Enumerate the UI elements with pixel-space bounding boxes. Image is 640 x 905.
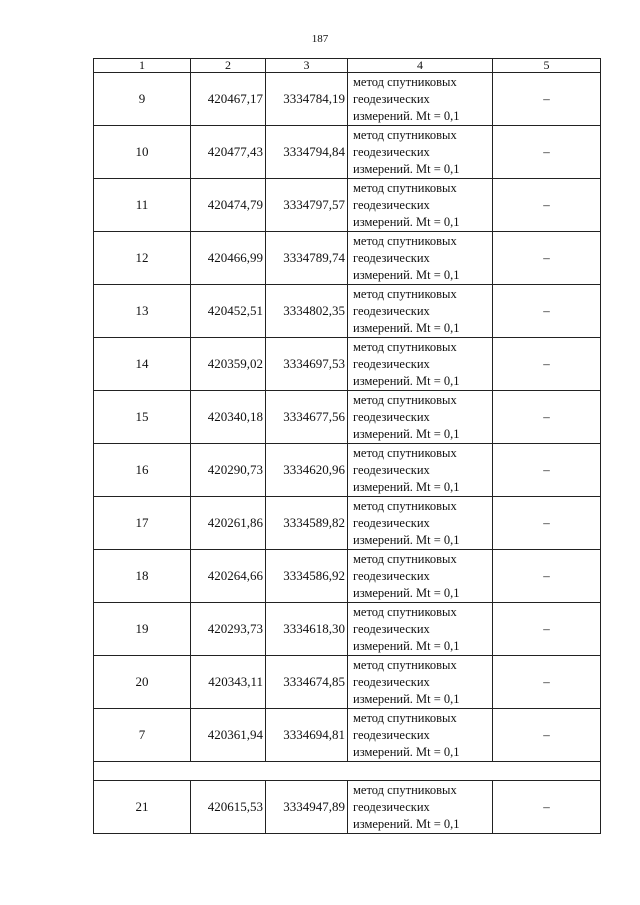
note-cell: – [493, 497, 601, 550]
note-cell: – [493, 444, 601, 497]
method-text-line: геодезических [353, 621, 430, 636]
column-header-1: 1 [94, 59, 191, 73]
method-text-line: метод спутниковых [353, 74, 457, 89]
method-text-line: метод спутниковых [353, 782, 457, 797]
method-cell [348, 709, 493, 762]
table-row [94, 391, 601, 444]
x-coordinate-cell: 420452,51 [191, 285, 266, 338]
point-cell: 20 [94, 656, 191, 709]
y-coordinate-cell: 3334784,19 [266, 73, 348, 126]
method-text-line: измерений. Mt = 0,1 [353, 638, 460, 653]
note-cell: – [493, 709, 601, 762]
point-cell: 11 [94, 179, 191, 232]
point-cell: 16 [94, 444, 191, 497]
method-cell [348, 179, 493, 232]
method-cell [348, 338, 493, 391]
note-cell: – [493, 603, 601, 656]
method-text-line: геодезических [353, 515, 430, 530]
x-coordinate-cell: 420264,66 [191, 550, 266, 603]
method-text-line: измерений. Mt = 0,1 [353, 691, 460, 706]
table-row [94, 709, 601, 762]
y-coordinate-cell: 3334947,89 [266, 781, 348, 834]
point-cell: 7 [94, 709, 191, 762]
method-text-line: измерений. Mt = 0,1 [353, 214, 460, 229]
x-coordinate-cell: 420615,53 [191, 781, 266, 834]
table-header-row [94, 59, 601, 73]
method-text-line: геодезических [353, 197, 430, 212]
method-text-line: измерений. Mt = 0,1 [353, 161, 460, 176]
y-coordinate-cell: 3334620,96 [266, 444, 348, 497]
x-coordinate-cell: 420343,11 [191, 656, 266, 709]
method-text-line: метод спутниковых [353, 180, 457, 195]
y-coordinate-cell: 3334586,92 [266, 550, 348, 603]
point-cell: 19 [94, 603, 191, 656]
y-coordinate-cell: 3334797,57 [266, 179, 348, 232]
method-text-line: измерений. Mt = 0,1 [353, 816, 460, 831]
y-coordinate-cell: 3334694,81 [266, 709, 348, 762]
method-cell [348, 603, 493, 656]
x-coordinate-cell: 420466,99 [191, 232, 266, 285]
method-cell [348, 285, 493, 338]
method-text-line: геодезических [353, 674, 430, 689]
method-cell [348, 550, 493, 603]
method-text-line: метод спутниковых [353, 710, 457, 725]
y-coordinate-cell: 3334697,53 [266, 338, 348, 391]
y-coordinate-cell: 3334589,82 [266, 497, 348, 550]
method-cell [348, 444, 493, 497]
method-cell [348, 73, 493, 126]
table-row [94, 232, 601, 285]
method-text-line: измерений. Mt = 0,1 [353, 267, 460, 282]
x-coordinate-cell: 420261,86 [191, 497, 266, 550]
method-text-line: измерений. Mt = 0,1 [353, 373, 460, 388]
table-break-cell [94, 762, 601, 781]
x-coordinate-cell: 420361,94 [191, 709, 266, 762]
method-text-line: метод спутниковых [353, 498, 457, 513]
table-row [94, 781, 601, 834]
table-row [94, 656, 601, 709]
method-text-line: геодезических [353, 250, 430, 265]
note-cell: – [493, 232, 601, 285]
method-text-line: метод спутниковых [353, 339, 457, 354]
table-body [94, 73, 601, 834]
point-cell: 17 [94, 497, 191, 550]
method-text-line: измерений. Mt = 0,1 [353, 532, 460, 547]
x-coordinate-cell: 420474,79 [191, 179, 266, 232]
table-break-row [94, 762, 601, 781]
method-text-line: метод спутниковых [353, 604, 457, 619]
method-text-line: измерений. Mt = 0,1 [353, 585, 460, 600]
point-cell: 12 [94, 232, 191, 285]
column-header-5: 5 [493, 59, 601, 73]
table-row [94, 126, 601, 179]
method-cell [348, 497, 493, 550]
table-row [94, 550, 601, 603]
table-row [94, 338, 601, 391]
x-coordinate-cell: 420340,18 [191, 391, 266, 444]
y-coordinate-cell: 3334794,84 [266, 126, 348, 179]
x-coordinate-cell: 420290,73 [191, 444, 266, 497]
column-header-3: 3 [266, 59, 348, 73]
y-coordinate-cell: 3334677,56 [266, 391, 348, 444]
coordinates-table [93, 58, 601, 834]
method-text-line: метод спутниковых [353, 392, 457, 407]
method-text-line: измерений. Mt = 0,1 [353, 479, 460, 494]
y-coordinate-cell: 3334618,30 [266, 603, 348, 656]
note-cell: – [493, 781, 601, 834]
y-coordinate-cell: 3334674,85 [266, 656, 348, 709]
method-text-line: геодезических [353, 462, 430, 477]
x-coordinate-cell: 420293,73 [191, 603, 266, 656]
table-row [94, 179, 601, 232]
method-cell [348, 656, 493, 709]
method-text-line: геодезических [353, 91, 430, 106]
point-cell: 15 [94, 391, 191, 444]
method-text-line: геодезических [353, 303, 430, 318]
method-cell [348, 232, 493, 285]
note-cell: – [493, 73, 601, 126]
table-row [94, 73, 601, 126]
method-text-line: метод спутниковых [353, 127, 457, 142]
method-text-line: измерений. Mt = 0,1 [353, 426, 460, 441]
note-cell: – [493, 285, 601, 338]
point-cell: 10 [94, 126, 191, 179]
note-cell: – [493, 550, 601, 603]
y-coordinate-cell: 3334802,35 [266, 285, 348, 338]
method-text-line: геодезических [353, 568, 430, 583]
point-cell: 21 [94, 781, 191, 834]
note-cell: – [493, 179, 601, 232]
point-cell: 14 [94, 338, 191, 391]
note-cell: – [493, 126, 601, 179]
point-cell: 18 [94, 550, 191, 603]
method-text-line: измерений. Mt = 0,1 [353, 108, 460, 123]
column-header-4: 4 [348, 59, 493, 73]
method-cell [348, 391, 493, 444]
page-number: 187 [311, 33, 329, 45]
point-cell: 13 [94, 285, 191, 338]
point-cell: 9 [94, 73, 191, 126]
method-text-line: метод спутниковых [353, 551, 457, 566]
method-text-line: геодезических [353, 356, 430, 371]
method-text-line: метод спутниковых [353, 657, 457, 672]
table-row [94, 285, 601, 338]
method-text-line: измерений. Mt = 0,1 [353, 320, 460, 335]
method-text-line: метод спутниковых [353, 445, 457, 460]
x-coordinate-cell: 420467,17 [191, 73, 266, 126]
table-row [94, 444, 601, 497]
method-text-line: геодезических [353, 144, 430, 159]
note-cell: – [493, 656, 601, 709]
table-row [94, 603, 601, 656]
table-row [94, 497, 601, 550]
note-cell: – [493, 391, 601, 444]
method-text-line: метод спутниковых [353, 286, 457, 301]
method-text-line: геодезических [353, 409, 430, 424]
x-coordinate-cell: 420359,02 [191, 338, 266, 391]
method-text-line: геодезических [353, 727, 430, 742]
method-cell [348, 126, 493, 179]
x-coordinate-cell: 420477,43 [191, 126, 266, 179]
note-cell: – [493, 338, 601, 391]
method-text-line: измерений. Mt = 0,1 [353, 744, 460, 759]
method-text-line: геодезических [353, 799, 430, 814]
method-cell [348, 781, 493, 834]
method-text-line: метод спутниковых [353, 233, 457, 248]
y-coordinate-cell: 3334789,74 [266, 232, 348, 285]
column-header-2: 2 [191, 59, 266, 73]
